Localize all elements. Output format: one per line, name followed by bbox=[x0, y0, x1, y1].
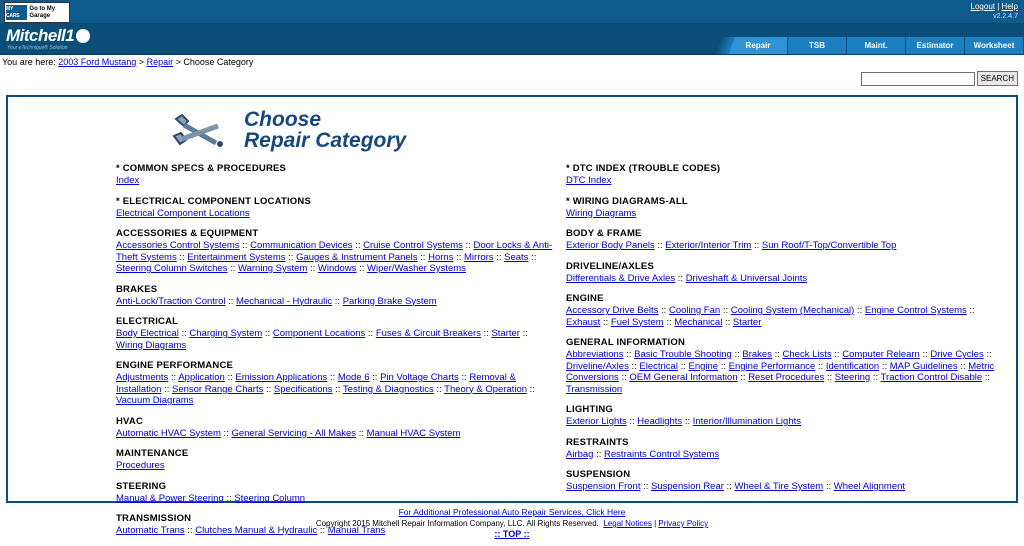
group-links bbox=[566, 208, 1006, 220]
brand-mark-icon bbox=[76, 29, 90, 43]
link-charging-system[interactable]: Charging System bbox=[189, 328, 263, 339]
page-title bbox=[244, 109, 406, 151]
group-heading: ELECTRICAL bbox=[116, 316, 179, 327]
tab-tsb[interactable]: TSB bbox=[788, 37, 847, 54]
group-links bbox=[566, 175, 1006, 187]
link-starter[interactable]: Starter bbox=[491, 328, 520, 339]
top-bar bbox=[0, 0, 1024, 24]
link-check-lists[interactable]: Check Lists bbox=[782, 349, 832, 360]
my-cars-logo: MY CARS bbox=[6, 5, 27, 20]
link-automatic-trans[interactable]: Automatic Trans bbox=[116, 525, 185, 536]
link-cruise-control-systems[interactable]: Cruise Control Systems bbox=[363, 240, 463, 251]
link-wiring-diagrams-all[interactable]: Wiring Diagrams bbox=[566, 207, 637, 219]
link-sensor-range-charts[interactable]: Sensor Range Charts bbox=[171, 383, 264, 395]
page-title-line-2: Repair Category bbox=[244, 129, 407, 152]
group-links: Accessories Control Systems :: Communication Devices :: Cruise Control Systems :: Door Locks & Anti-Theft Systems :: Entertainment Systems :: Gauges & Instrument Panels :: Horns :: Mirrors :: Seats :: Steering Column Switches :: Warning System :: Windows :: Wiper/Washer Systems bbox=[116, 240, 553, 274]
group-links: Anti-Lock/Traction Control :: Mechanical - Hydraulic :: Parking Brake System bbox=[116, 295, 437, 307]
brand-tagline: Your eTechnique® Solution bbox=[7, 45, 68, 51]
group-heading: RESTRAINTS bbox=[566, 436, 629, 448]
link-parking-brake-system[interactable]: Parking Brake System bbox=[342, 295, 437, 307]
search-input[interactable] bbox=[861, 72, 975, 86]
link-airbag[interactable]: Airbag bbox=[566, 448, 594, 460]
link-restraints-control-systems[interactable]: Restraints Control Systems bbox=[604, 448, 720, 460]
link-manual-trans[interactable]: Manual Trans bbox=[327, 525, 386, 536]
my-garage-label: Go to My Garage bbox=[29, 5, 56, 19]
link-warning-system[interactable]: Warning System bbox=[237, 263, 308, 274]
link-engine-mechanical[interactable]: Mechanical bbox=[674, 316, 723, 328]
link-door-locks-anti-theft-systems[interactable]: Door Locks & Anti-Theft Systems bbox=[116, 240, 553, 263]
group-heading: SUSPENSION bbox=[566, 469, 631, 480]
group-hvac bbox=[116, 416, 556, 440]
link-interior-illumination-lights[interactable]: Interior/Illumination Lights bbox=[692, 416, 801, 427]
link-headlights[interactable]: Headlights bbox=[637, 416, 683, 427]
link-procedures[interactable]: Procedures bbox=[116, 460, 165, 471]
top-right-links bbox=[971, 2, 1018, 22]
link-dtc-index[interactable]: DTC Index bbox=[566, 175, 612, 186]
link-exterior-interior-trim[interactable]: Exterior/Interior Trim bbox=[665, 240, 752, 251]
link-gi-driveline-axles[interactable]: Driveline/Axles bbox=[566, 360, 629, 372]
tab-maint[interactable]: Maint. bbox=[847, 37, 906, 54]
breadcrumb-sep-1: > bbox=[138, 57, 145, 67]
link-reset-procedures[interactable]: Reset Procedures bbox=[748, 372, 825, 383]
group-maintenance bbox=[116, 448, 556, 472]
group-links: Adjustments :: Application :: Emission Applications :: Mode 6 :: Pin Voltage Charts :: Removal & Installation :: Sensor Range Charts :: Specifications :: Testing & Diagnostics :: Theory & Operation :: Vacuum Diagrams bbox=[116, 372, 535, 406]
link-vacuum-diagrams[interactable]: Vacuum Diagrams bbox=[116, 395, 194, 406]
link-pin-voltage-charts[interactable]: Pin Voltage Charts bbox=[380, 372, 459, 383]
link-wiper-washer-systems[interactable]: Wiper/Washer Systems bbox=[367, 263, 466, 274]
link-gi-steering[interactable]: Steering bbox=[834, 372, 871, 383]
link-wheel-tire-system[interactable]: Wheel & Tire System bbox=[734, 481, 824, 492]
group-body-frame bbox=[566, 228, 1006, 252]
link-mode-6[interactable]: Mode 6 bbox=[337, 372, 370, 383]
group-links bbox=[116, 208, 556, 220]
group-heading: TRANSMISSION bbox=[116, 513, 192, 524]
search-row bbox=[0, 71, 1024, 91]
group-links bbox=[116, 175, 556, 187]
back-to-top-link[interactable]: :: TOP :: bbox=[494, 529, 530, 539]
link-oem-general-information[interactable]: OEM General Information bbox=[629, 372, 738, 383]
group-wiring-diagrams-all bbox=[566, 196, 1006, 220]
group-links: Manual & Power Steering :: Steering Column bbox=[116, 492, 306, 504]
main-tabs bbox=[718, 37, 1024, 54]
group-links: Body Electrical :: Charging System :: Component Locations :: Fuses & Circuit Breakers :: Starter :: Wiring Diagrams bbox=[116, 328, 528, 351]
link-clutches-manual-hydraulic[interactable]: Clutches Manual & Hydraulic bbox=[195, 525, 318, 536]
group-heading: STEERING bbox=[116, 480, 167, 492]
group-heading: * DTC INDEX (TROUBLE CODES) bbox=[566, 163, 721, 174]
breadcrumb bbox=[0, 55, 1024, 71]
link-theory-operation[interactable]: Theory & Operation bbox=[444, 383, 528, 395]
group-links: Differentials & Drive Axles :: Driveshaft & Universal Joints bbox=[566, 272, 808, 284]
link-gauges-instrument-panels[interactable]: Gauges & Instrument Panels bbox=[296, 251, 418, 263]
search-area bbox=[861, 71, 1018, 86]
link-driveshaft-universal-joints[interactable]: Driveshaft & Universal Joints bbox=[685, 272, 808, 284]
group-restraints bbox=[566, 437, 1006, 461]
group-links: Suspension Front :: Suspension Rear :: Wheel & Tire System :: Wheel Alignment bbox=[566, 481, 906, 492]
link-gi-engine[interactable]: Engine bbox=[688, 360, 719, 372]
link-divider: | bbox=[997, 2, 1000, 11]
footer-divider: | bbox=[654, 519, 657, 528]
group-heading: DRIVELINE/AXLES bbox=[566, 260, 654, 272]
group-links bbox=[116, 460, 556, 472]
group-lighting bbox=[566, 404, 1006, 428]
link-map-guidelines[interactable]: MAP Guidelines bbox=[889, 360, 958, 372]
version-label: v2.2.4.7 bbox=[993, 13, 1018, 20]
link-fuel-system[interactable]: Fuel System bbox=[610, 316, 664, 328]
group-links: Abbreviations :: Basic Trouble Shooting :: Brakes :: Check Lists :: Computer Relearn :: Drive Cycles :: Driveline/Axles :: Electrical :: Engine :: Engine Performance :: Identification :: MAP Guidelines :: Metric Conversions :: OEM General Information :: Reset Procedures :: Steering :: Traction Control Disable :: Transmission bbox=[566, 349, 995, 395]
link-exhaust[interactable]: Exhaust bbox=[566, 316, 601, 328]
group-engine-performance bbox=[116, 360, 556, 407]
link-cooling-system-mechanical[interactable]: Cooling System (Mechanical) bbox=[730, 305, 855, 316]
right-column bbox=[566, 163, 1006, 546]
legal-notices-link[interactable]: Legal Notices bbox=[603, 519, 652, 528]
link-seats[interactable]: Seats bbox=[504, 251, 529, 263]
group-heading: HVAC bbox=[116, 415, 144, 427]
link-windows[interactable]: Windows bbox=[317, 263, 357, 274]
link-exterior-lights[interactable]: Exterior Lights bbox=[566, 416, 627, 427]
link-wiring-diagrams[interactable]: Wiring Diagrams bbox=[116, 339, 187, 351]
link-cooling-fan[interactable]: Cooling Fan bbox=[668, 305, 721, 316]
link-emission-applications[interactable]: Emission Applications bbox=[235, 372, 328, 383]
link-engine-starter[interactable]: Starter bbox=[732, 316, 762, 328]
group-heading: * COMMON SPECS & PROCEDURES bbox=[116, 163, 287, 174]
group-brakes bbox=[116, 284, 556, 308]
link-anti-lock-traction-control[interactable]: Anti-Lock/Traction Control bbox=[116, 295, 226, 307]
link-differentials-drive-axles[interactable]: Differentials & Drive Axles bbox=[566, 272, 676, 284]
group-electrical-component-locations bbox=[116, 196, 556, 220]
group-links: Airbag :: Restraints Control Systems bbox=[566, 448, 720, 460]
link-application[interactable]: Application bbox=[178, 372, 225, 383]
privacy-policy-link[interactable]: Privacy Policy bbox=[658, 519, 709, 528]
group-heading: BODY & FRAME bbox=[566, 228, 642, 239]
link-engine-control-systems[interactable]: Engine Control Systems bbox=[864, 305, 967, 316]
link-manual-power-steering[interactable]: Manual & Power Steering bbox=[116, 492, 224, 504]
link-mirrors[interactable]: Mirrors bbox=[464, 251, 494, 263]
brand-logo bbox=[6, 26, 90, 46]
link-component-locations[interactable]: Component Locations bbox=[272, 328, 366, 339]
link-exterior-body-panels[interactable]: Exterior Body Panels bbox=[566, 240, 655, 251]
link-specifications[interactable]: Specifications bbox=[273, 383, 333, 395]
group-dtc-index bbox=[566, 163, 1006, 187]
link-fuses-circuit-breakers[interactable]: Fuses & Circuit Breakers bbox=[375, 328, 481, 339]
link-removal-installation[interactable]: Removal & Installation bbox=[116, 372, 516, 395]
link-accessories-control-systems[interactable]: Accessories Control Systems bbox=[116, 240, 240, 251]
link-suspension-front[interactable]: Suspension Front bbox=[566, 481, 641, 492]
group-common-specs bbox=[116, 163, 556, 187]
group-heading: GENERAL INFORMATION bbox=[566, 337, 686, 348]
group-links: Exterior Lights :: Headlights :: Interior/Illumination Lights bbox=[566, 416, 801, 427]
link-metric-conversions[interactable]: Metric Conversions bbox=[566, 360, 995, 383]
link-steering-column[interactable]: Steering Column bbox=[234, 492, 306, 504]
group-links: Accessory Drive Belts :: Cooling Fan :: Cooling System (Mechanical) :: Engine Control Systems :: Exhaust :: Fuel System :: Mechanical :: Starter bbox=[566, 305, 975, 328]
page-header bbox=[8, 97, 1016, 157]
tab-repair[interactable]: Repair bbox=[729, 37, 788, 54]
link-wheel-alignment[interactable]: Wheel Alignment bbox=[833, 481, 906, 492]
pro-services-link[interactable]: For Additional Professional Auto Repair Services, Click Here bbox=[398, 507, 626, 517]
group-engine bbox=[566, 293, 1006, 328]
group-heading: ENGINE bbox=[566, 293, 604, 304]
category-columns bbox=[8, 157, 1016, 546]
link-index[interactable]: Index bbox=[116, 175, 140, 186]
copyright-text: Copyright 2015 Mitchell Repair Information Company, LLC. All Rights Reserved. bbox=[315, 519, 599, 528]
my-garage-button[interactable] bbox=[4, 2, 70, 23]
group-heading: LIGHTING bbox=[566, 404, 613, 415]
link-suspension-rear[interactable]: Suspension Rear bbox=[651, 481, 724, 492]
group-heading: ACCESSORIES & EQUIPMENT bbox=[116, 228, 259, 239]
group-accessories-equipment bbox=[116, 228, 556, 275]
group-transmission bbox=[116, 513, 556, 537]
link-steering-column-switches[interactable]: Steering Column Switches bbox=[116, 263, 228, 274]
group-driveline-axles bbox=[566, 261, 1006, 285]
group-links: Automatic Trans :: Clutches Manual & Hydraulic :: Manual Trans bbox=[116, 525, 386, 536]
tab-estimator[interactable]: Estimator bbox=[906, 37, 965, 54]
link-drive-cycles[interactable]: Drive Cycles bbox=[930, 349, 984, 360]
group-heading: * WIRING DIAGRAMS-ALL bbox=[566, 195, 688, 207]
group-heading: ENGINE PERFORMANCE bbox=[116, 360, 234, 371]
link-electrical-component-locations[interactable]: Electrical Component Locations bbox=[116, 207, 250, 219]
brand-bar bbox=[0, 24, 1024, 55]
help-link[interactable]: Help bbox=[1001, 2, 1018, 11]
group-links: Automatic HVAC System :: General Servicing - All Makes :: Manual HVAC System bbox=[116, 427, 461, 439]
link-entertainment-systems[interactable]: Entertainment Systems bbox=[187, 251, 286, 263]
link-gi-engine-performance[interactable]: Engine Performance bbox=[728, 360, 816, 372]
link-gi-brakes[interactable]: Brakes bbox=[742, 349, 772, 360]
link-gi-transmission[interactable]: Transmission bbox=[566, 383, 623, 395]
link-automatic-hvac-system[interactable]: Automatic HVAC System bbox=[116, 427, 221, 439]
link-abbreviations[interactable]: Abbreviations bbox=[566, 349, 624, 360]
breadcrumb-sep-2: > bbox=[175, 57, 181, 67]
link-testing-diagnostics[interactable]: Testing & Diagnostics bbox=[342, 383, 434, 395]
group-general-information bbox=[566, 337, 1006, 395]
link-manual-hvac-system[interactable]: Manual HVAC System bbox=[366, 427, 461, 439]
link-identification[interactable]: Identification bbox=[825, 360, 880, 372]
left-column bbox=[116, 163, 556, 546]
tab-worksheet[interactable]: Worksheet bbox=[965, 37, 1024, 54]
logout-link[interactable]: Logout bbox=[970, 2, 995, 11]
wrench-icon bbox=[168, 110, 238, 150]
group-heading: BRAKES bbox=[116, 283, 158, 295]
link-traction-control-disable[interactable]: Traction Control Disable bbox=[880, 372, 983, 383]
link-mechanical-hydraulic[interactable]: Mechanical - Hydraulic bbox=[236, 295, 333, 307]
link-adjustments[interactable]: Adjustments bbox=[116, 372, 169, 383]
brand-name: Mitchell1 bbox=[6, 26, 75, 45]
group-links: Exterior Body Panels :: Exterior/Interior Trim :: Sun Roof/T-Top/Convertible Top bbox=[566, 240, 897, 251]
group-heading: MAINTENANCE bbox=[116, 448, 189, 459]
page-title-line-1: Choose bbox=[244, 108, 322, 131]
breadcrumb-vehicle[interactable]: 2003 Ford Mustang bbox=[58, 57, 137, 67]
link-computer-relearn[interactable]: Computer Relearn bbox=[842, 349, 920, 360]
link-gi-electrical[interactable]: Electrical bbox=[639, 360, 678, 372]
group-electrical bbox=[116, 316, 556, 351]
group-steering bbox=[116, 481, 556, 505]
link-general-servicing-all-makes[interactable]: General Servicing - All Makes bbox=[231, 427, 357, 439]
search-button[interactable]: SEARCH bbox=[977, 71, 1018, 86]
link-horns[interactable]: Horns bbox=[428, 251, 454, 263]
breadcrumb-prefix: You are here: bbox=[2, 57, 56, 67]
group-suspension bbox=[566, 469, 1006, 493]
link-body-electrical[interactable]: Body Electrical bbox=[116, 328, 179, 339]
breadcrumb-current: Choose Category bbox=[183, 57, 254, 67]
link-accessory-drive-belts[interactable]: Accessory Drive Belts bbox=[566, 305, 659, 316]
link-basic-trouble-shooting[interactable]: Basic Trouble Shooting bbox=[634, 349, 732, 360]
breadcrumb-repair[interactable]: Repair bbox=[146, 57, 174, 67]
group-heading: * ELECTRICAL COMPONENT LOCATIONS bbox=[116, 195, 311, 207]
link-communication-devices[interactable]: Communication Devices bbox=[250, 240, 353, 251]
link-sun-roof-t-top-convertible-top[interactable]: Sun Roof/T-Top/Convertible Top bbox=[761, 240, 897, 251]
